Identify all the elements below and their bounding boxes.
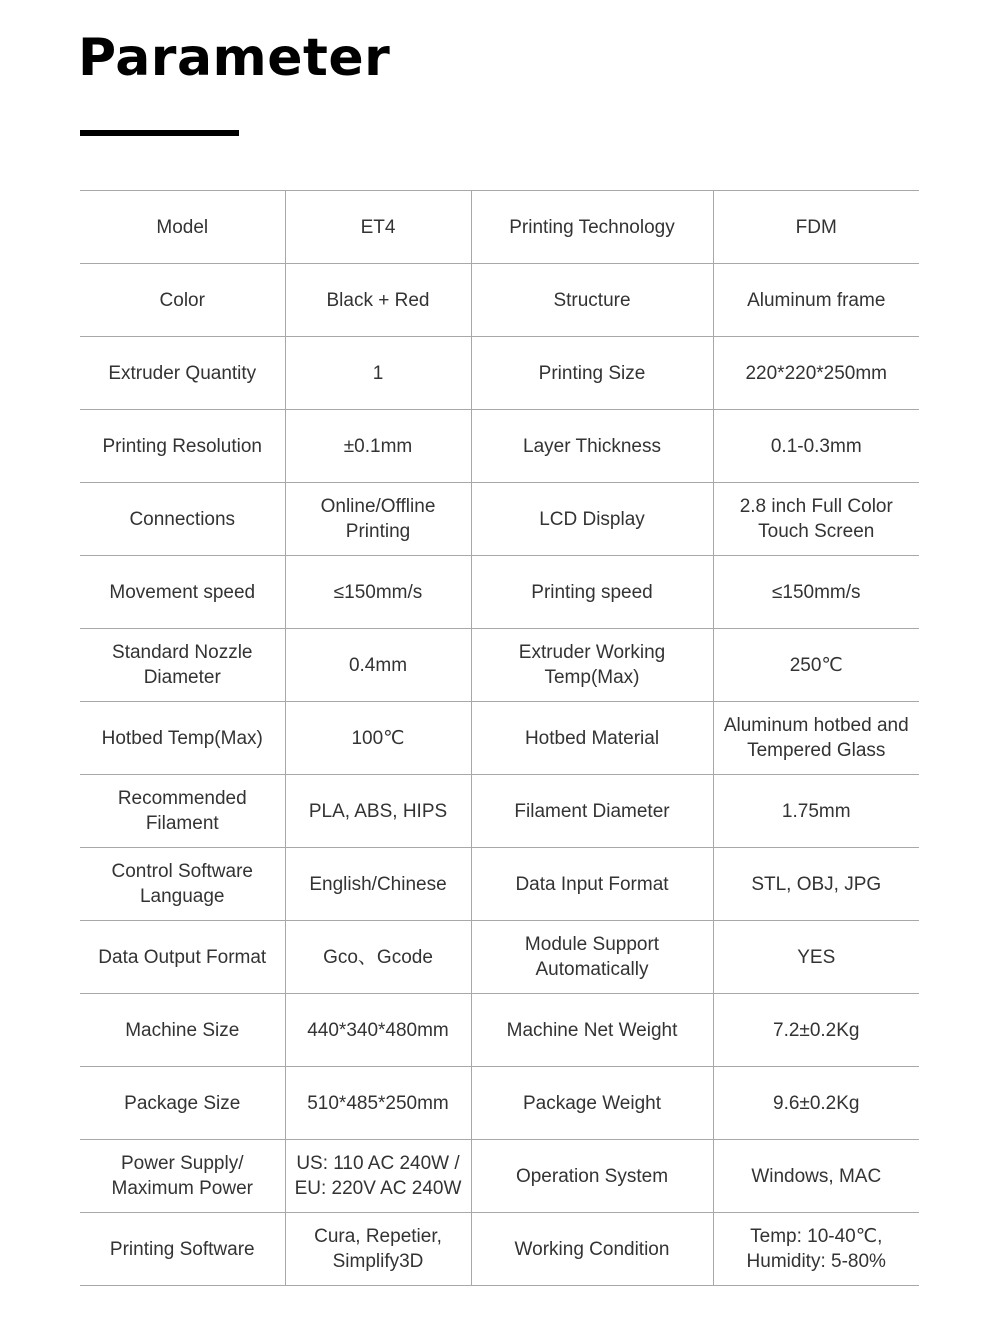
page-title: Parameter (78, 28, 391, 88)
spec-label: LCD Display (471, 483, 713, 556)
spec-label: Hotbed Temp(Max) (80, 702, 285, 775)
spec-value: ≤150mm/s (713, 556, 919, 629)
spec-value: 440*340*480mm (285, 994, 471, 1067)
spec-value: Cura, Repetier, Simplify3D (285, 1213, 471, 1286)
spec-label: Layer Thickness (471, 410, 713, 483)
table-row (80, 337, 919, 410)
spec-value: 2.8 inch Full Color Touch Screen (713, 483, 919, 556)
spec-label: Movement speed (80, 556, 285, 629)
spec-value: 9.6±0.2Kg (713, 1067, 919, 1140)
table-row (80, 191, 919, 264)
spec-label: Control Software Language (80, 848, 285, 921)
spec-label: Extruder Quantity (80, 337, 285, 410)
table-row (80, 1213, 919, 1286)
spec-label: Extruder Working Temp(Max) (471, 629, 713, 702)
spec-label: Printing Resolution (80, 410, 285, 483)
table-row (80, 483, 919, 556)
spec-value: Aluminum frame (713, 264, 919, 337)
spec-value: STL, OBJ, JPG (713, 848, 919, 921)
spec-label: Model (80, 191, 285, 264)
spec-value: Online/Offline Printing (285, 483, 471, 556)
table-row (80, 702, 919, 775)
spec-value: Temp: 10-40℃, Humidity: 5-80% (713, 1213, 919, 1286)
title-underline (80, 130, 239, 136)
table-row (80, 994, 919, 1067)
spec-label: Color (80, 264, 285, 337)
table-row (80, 1067, 919, 1140)
spec-label: Recommended Filament (80, 775, 285, 848)
spec-label: Power Supply/ Maximum Power (80, 1140, 285, 1213)
table-row (80, 410, 919, 483)
spec-value: ET4 (285, 191, 471, 264)
table-row (80, 921, 919, 994)
spec-value: US: 110 AC 240W / EU: 220V AC 240W (285, 1140, 471, 1213)
spec-label: Printing Software (80, 1213, 285, 1286)
spec-value: 510*485*250mm (285, 1067, 471, 1140)
spec-value: English/Chinese (285, 848, 471, 921)
spec-value: 0.1-0.3mm (713, 410, 919, 483)
spec-label: Package Weight (471, 1067, 713, 1140)
spec-label: Module Support Automatically (471, 921, 713, 994)
spec-value: Black + Red (285, 264, 471, 337)
spec-label: Filament Diameter (471, 775, 713, 848)
table-row (80, 775, 919, 848)
spec-label: Working Condition (471, 1213, 713, 1286)
spec-value: Windows, MAC (713, 1140, 919, 1213)
spec-value: Gco、Gcode (285, 921, 471, 994)
spec-label: Printing speed (471, 556, 713, 629)
spec-value: YES (713, 921, 919, 994)
spec-value: 1 (285, 337, 471, 410)
spec-value: 0.4mm (285, 629, 471, 702)
spec-value: 250℃ (713, 629, 919, 702)
spec-value: 220*220*250mm (713, 337, 919, 410)
spec-label: Connections (80, 483, 285, 556)
spec-label: Data Output Format (80, 921, 285, 994)
spec-label: Hotbed Material (471, 702, 713, 775)
spec-label: Machine Size (80, 994, 285, 1067)
spec-label: Machine Net Weight (471, 994, 713, 1067)
spec-label: Printing Size (471, 337, 713, 410)
spec-value: Aluminum hotbed and Tempered Glass (713, 702, 919, 775)
spec-value: ≤150mm/s (285, 556, 471, 629)
spec-label: Structure (471, 264, 713, 337)
spec-label: Operation System (471, 1140, 713, 1213)
parameter-table (80, 190, 919, 1286)
spec-label: Data Input Format (471, 848, 713, 921)
spec-value: FDM (713, 191, 919, 264)
spec-label: Package Size (80, 1067, 285, 1140)
spec-value: PLA, ABS, HIPS (285, 775, 471, 848)
spec-label: Printing Technology (471, 191, 713, 264)
table-row (80, 556, 919, 629)
spec-label: Standard Nozzle Diameter (80, 629, 285, 702)
table-row (80, 848, 919, 921)
table-row (80, 264, 919, 337)
spec-value: 1.75mm (713, 775, 919, 848)
spec-value: ±0.1mm (285, 410, 471, 483)
table-row (80, 629, 919, 702)
spec-value: 100℃ (285, 702, 471, 775)
table-row (80, 1140, 919, 1213)
spec-value: 7.2±0.2Kg (713, 994, 919, 1067)
